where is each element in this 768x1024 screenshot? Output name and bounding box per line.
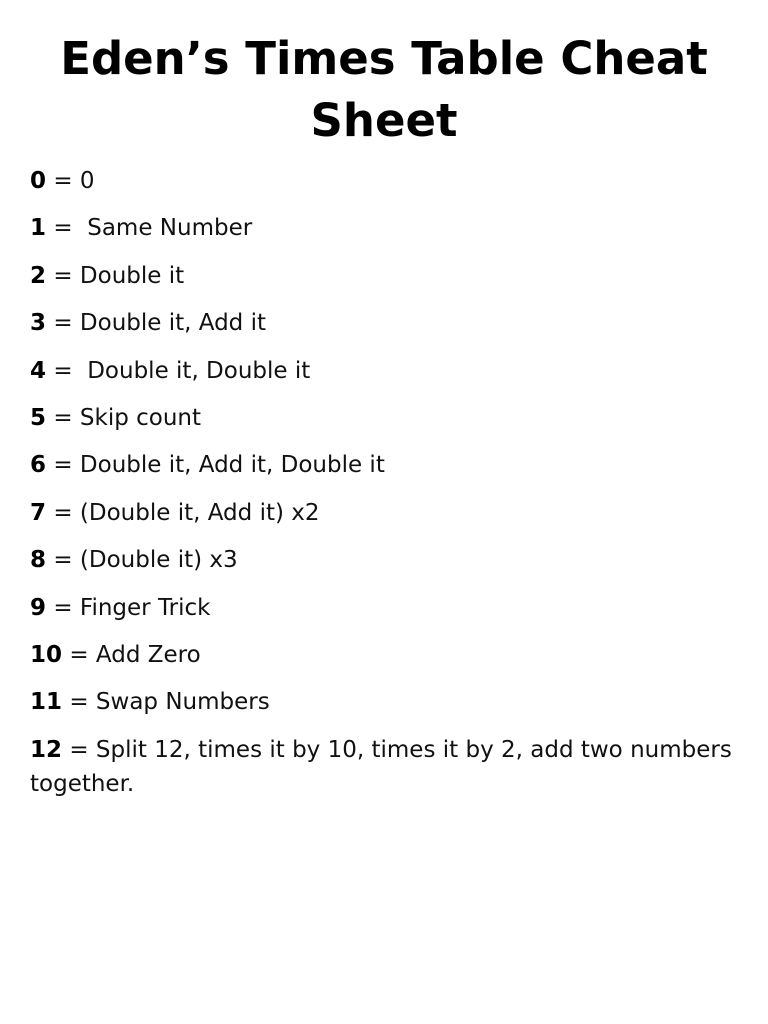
rule-number: 3 — [30, 310, 47, 337]
rule-item-11 — [30, 685, 738, 719]
rule-description: = Swap Numbers — [62, 689, 270, 716]
rule-item-5 — [30, 401, 738, 435]
rule-number: 7 — [30, 499, 47, 526]
rule-description: = Split 12, times it by 10, times it by 2, add two numbers together. — [30, 736, 740, 797]
rule-number: 6 — [30, 452, 47, 479]
rule-number: 5 — [30, 404, 47, 431]
rule-description: = Same Number — [46, 215, 253, 242]
page-title: Eden’s Times Table Cheat Sheet — [60, 32, 708, 147]
rule-description: = Double it, Double it — [46, 357, 311, 384]
rule-number: 12 — [30, 736, 63, 763]
rule-item-10 — [30, 638, 738, 672]
rule-item-12 — [30, 733, 738, 801]
times-table-rule-list — [30, 164, 738, 801]
rule-number: 2 — [30, 262, 47, 289]
rule-description: = (Double it, Add it) x2 — [46, 499, 320, 526]
rule-item-9 — [30, 591, 738, 625]
rule-item-6 — [30, 448, 738, 482]
rule-description: = Double it, Add it, Double it — [46, 452, 385, 479]
rule-item-7 — [30, 496, 738, 530]
rule-item-3 — [30, 306, 738, 340]
rule-number: 11 — [30, 689, 63, 716]
rule-number: 9 — [30, 594, 47, 621]
rule-number: 8 — [30, 547, 47, 574]
rule-description: = Double it, Add it — [46, 310, 266, 337]
rule-description: = Finger Trick — [46, 594, 211, 621]
rule-description: = Add Zero — [62, 641, 201, 668]
rule-item-1 — [30, 211, 738, 245]
rule-item-8 — [30, 543, 738, 577]
rule-description: = Double it — [46, 262, 185, 289]
rule-item-0 — [30, 164, 738, 198]
rule-number: 0 — [30, 168, 47, 194]
rule-number: 10 — [30, 641, 63, 668]
rule-description: = (Double it) x3 — [46, 547, 238, 574]
rule-description: = Skip count — [46, 404, 202, 431]
rule-number: 1 — [30, 215, 47, 242]
rule-number: 4 — [30, 357, 47, 384]
rule-item-2 — [30, 259, 738, 293]
rule-item-4 — [30, 354, 738, 388]
rule-description: = 0 — [46, 168, 95, 194]
